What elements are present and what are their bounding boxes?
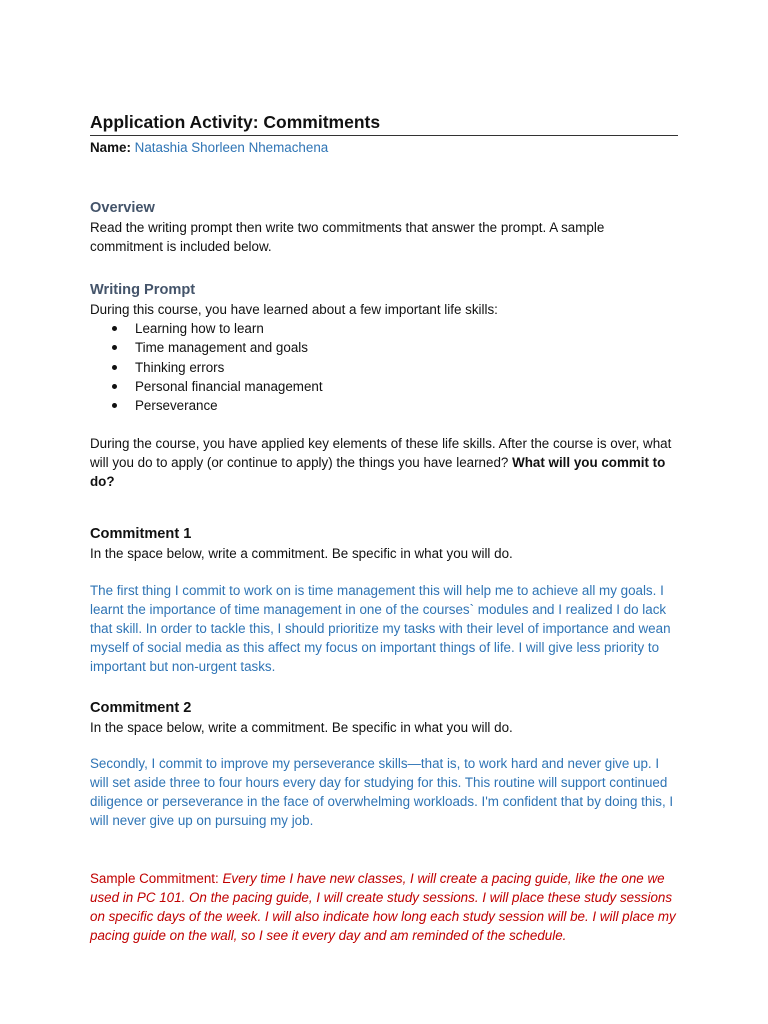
sample-commitment-label: Sample Commitment:	[90, 870, 223, 886]
writing-prompt-text: During the course, you have applied key elements of these life skills. After the course is over, what will you do to apply (or continue to apply) the things you have learned?	[90, 435, 672, 471]
list-item	[90, 396, 678, 415]
bullet-icon	[112, 384, 117, 389]
overview-text: Read the writing prompt then write two commitments that answer the prompt. A sample commitment is included below.	[90, 220, 605, 255]
skill-label: Time management and goals	[135, 340, 308, 356]
bullet-icon	[112, 326, 117, 331]
commitment-1-heading: Commitment 1	[90, 526, 192, 543]
bullet-icon	[112, 365, 117, 370]
writing-prompt-question: What will you commit to do?	[90, 455, 666, 490]
bullet-icon	[112, 345, 117, 350]
commitment-2-answer: Secondly, I commit to improve my perseverance skills—that is, to work hard and never give up. I will set aside three to four hours every day for studying for this. This routine will support continued diligence or perseverance in the face of overwhelming workloads. I'm confident that by doing this, I will never give up on pursuing my job.	[90, 755, 674, 829]
sample-commitment-text: Every time I have new classes, I will create a pacing guide, like the one we used in PC 101. On the pacing guide, I will create study sessions. I will place these study sessions on specific days of the week. I will also indicate how long each study session will be. I will place my pacing guide on the wall, so I see it every day and am reminded of the schedule.	[90, 870, 676, 944]
name-value: Natashia Shorleen Nhemachena	[134, 140, 329, 155]
commitment-2-instruction: In the space below, write a commitment. Be specific in what you will do.	[90, 719, 513, 735]
bullet-icon	[112, 403, 117, 408]
list-item	[90, 338, 678, 357]
skills-list	[90, 319, 678, 416]
writing-prompt-intro: During this course, you have learned about a few important life skills:	[90, 301, 498, 317]
document-title: Application Activity: Commitments	[90, 110, 678, 136]
name-line	[90, 138, 678, 157]
list-item	[90, 319, 678, 338]
writing-prompt-heading: Writing Prompt	[90, 281, 196, 298]
skill-label: Perseverance	[135, 398, 218, 414]
commitment-1-answer: The first thing I commit to work on is time management this will help me to achieve all my goals. I learnt the importance of time management in one of the courses` modules and I realized I do lack that skill. In order to tackle this, I should prioritize my tasks with their level of importance and wean myself of social media as this affect my focus on important things of life. I will give less priority to important but non-urgent tasks.	[90, 582, 671, 675]
skill-label: Thinking errors	[135, 359, 225, 375]
commitment-2-heading: Commitment 2	[90, 699, 192, 716]
skill-label: Learning how to learn	[135, 320, 264, 336]
writing-prompt-paragraph	[90, 434, 678, 492]
name-label: Name:	[90, 140, 131, 155]
commitment-1-instruction: In the space below, write a commitment. Be specific in what you will do.	[90, 546, 513, 562]
document-body	[90, 110, 678, 946]
list-item	[90, 358, 678, 377]
list-item	[90, 377, 678, 396]
skill-label: Personal financial management	[135, 379, 323, 395]
sample-commitment	[90, 869, 678, 946]
overview-heading: Overview	[90, 200, 155, 217]
